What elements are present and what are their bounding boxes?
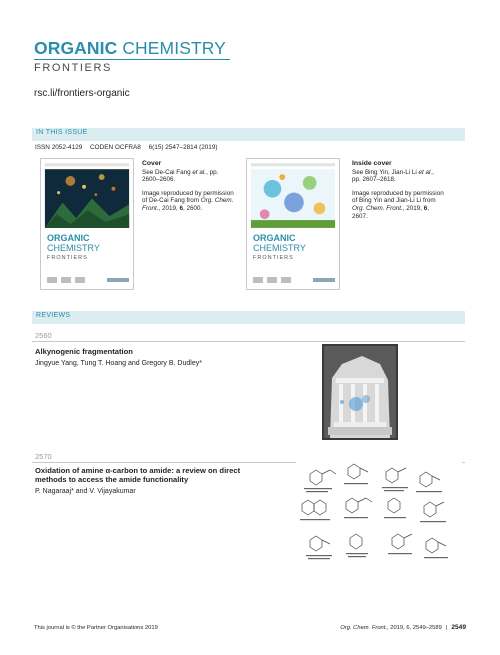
coden: CODEN OCFRA8 (90, 144, 141, 151)
journal-masthead (34, 38, 234, 74)
inside-cover-caption-see: See Bing Yin, Jian-Li Li et al., pp. 2607–2618. (352, 168, 434, 184)
in-this-issue-heading: IN THIS ISSUE (36, 129, 88, 136)
inside-cover-logo-text (253, 233, 306, 263)
volume-info: 6(15) 2547–2814 (2019) (148, 144, 218, 151)
front-cover-credit-journal: Org. Chem. Front. (142, 197, 234, 212)
review-1-authors: Jingyue Yang, Tung T. Hoang and Gregory B. Dudley* (35, 360, 202, 367)
review-2-title[interactable] (35, 466, 265, 485)
masthead-frontiers: FRONTIERS (34, 62, 112, 74)
review-2-title-part-b: -carbon to amide: a review on direct methods to access the amide functionality (35, 466, 241, 485)
inside-cover-caption-title: Inside cover (352, 160, 392, 167)
in-this-issue-bar (32, 128, 465, 141)
review-1-graphical-abstract (322, 344, 398, 440)
inside-cover-credit (352, 190, 444, 220)
review-2-page-number: 2570 (35, 452, 52, 461)
inside-cover-et-al: et al. (418, 168, 433, 176)
front-cover-organic: ORGANIC (47, 233, 90, 243)
front-cover-image (40, 158, 134, 290)
front-cover-caption (142, 160, 234, 219)
inside-cover-credit-prefix: Image reproduced by permission of Bing Yin and Jian-Li Li from (352, 189, 444, 205)
inside-cover-see: See Bing Yin, Jian-Li Li (352, 168, 419, 176)
review-2-authors: P. Nagaraaj* and V. Vijayakumar (35, 488, 136, 495)
review-2-title-part-a: Oxidation of amine (35, 466, 106, 475)
footer-citation (340, 624, 466, 631)
footer-page-number: 2549 (451, 624, 466, 631)
footer-copyright: This journal is © the Partner Organisations 2019 (34, 625, 158, 631)
review-1-rule (32, 341, 465, 342)
masthead-title (34, 38, 234, 58)
front-cover-et-al: et al. (192, 168, 207, 176)
front-cover-see: See De-Cai Fang (142, 168, 193, 176)
front-cover-credit-vol: 6 (179, 204, 183, 212)
review-1-title[interactable]: Alkynogenic fragmentation (35, 347, 133, 356)
inside-cover-caption (352, 160, 444, 226)
front-cover-caption-see: See De-Cai Fang et al., pp. 2600–2606. (142, 168, 219, 184)
front-cover-footer-logos (41, 274, 134, 288)
front-cover-pages[interactable]: pp. 2600–2606. (142, 168, 219, 184)
inside-cover-artwork (247, 159, 339, 289)
inside-cover-credit-page: , 2607. (352, 204, 430, 220)
journal-website-link[interactable]: rsc.li/frontiers-organic (34, 88, 130, 99)
inside-cover-credit-year: , 2019, (402, 204, 424, 212)
masthead-organic: ORGANIC (34, 38, 118, 58)
front-cover-credit-year: , 2019, (158, 204, 180, 212)
front-cover-artwork (41, 159, 133, 289)
front-cover-frontiers: FRONTIERS (47, 255, 88, 261)
footer-journal: Org. Chem. Front. (340, 625, 387, 631)
masthead-rule (34, 59, 230, 60)
footer-separator: | (445, 625, 448, 631)
inside-cover-footer-logos (247, 274, 340, 288)
front-cover-logo-text (47, 233, 100, 263)
front-cover-chemistry: CHEMISTRY (47, 243, 100, 253)
reviews-bar (32, 311, 465, 324)
inside-cover-frontiers: FRONTIERS (253, 255, 294, 261)
inside-cover-organic: ORGANIC (253, 233, 296, 243)
front-cover-credit-prefix: Image reproduced by permission of De-Cai Fang from (142, 189, 234, 205)
review-2-graphical-abstract (296, 458, 462, 578)
front-cover-credit-page: , 2600. (182, 204, 203, 212)
front-cover-credit (142, 190, 234, 213)
reviews-heading: REVIEWS (36, 312, 71, 319)
issn: ISSN 2052-4129 (35, 144, 83, 151)
inside-cover-credit-vol: 6 (423, 204, 428, 212)
review-2-title-alpha: α (105, 466, 111, 475)
inside-cover-image (246, 158, 340, 290)
inside-cover-chemistry: CHEMISTRY (253, 243, 306, 253)
front-cover-caption-title: Cover (142, 160, 162, 167)
review-1-page-number: 2560 (35, 331, 52, 340)
footer-citation-detail: , 2019, 6, 2549–2589 (387, 625, 442, 631)
inside-cover-credit-journal: Org. Chem. Front. (352, 204, 403, 212)
issn-line (35, 144, 224, 151)
inside-cover-pages[interactable]: pp. 2607–2618. (352, 176, 396, 184)
masthead-chemistry: CHEMISTRY (122, 38, 226, 58)
